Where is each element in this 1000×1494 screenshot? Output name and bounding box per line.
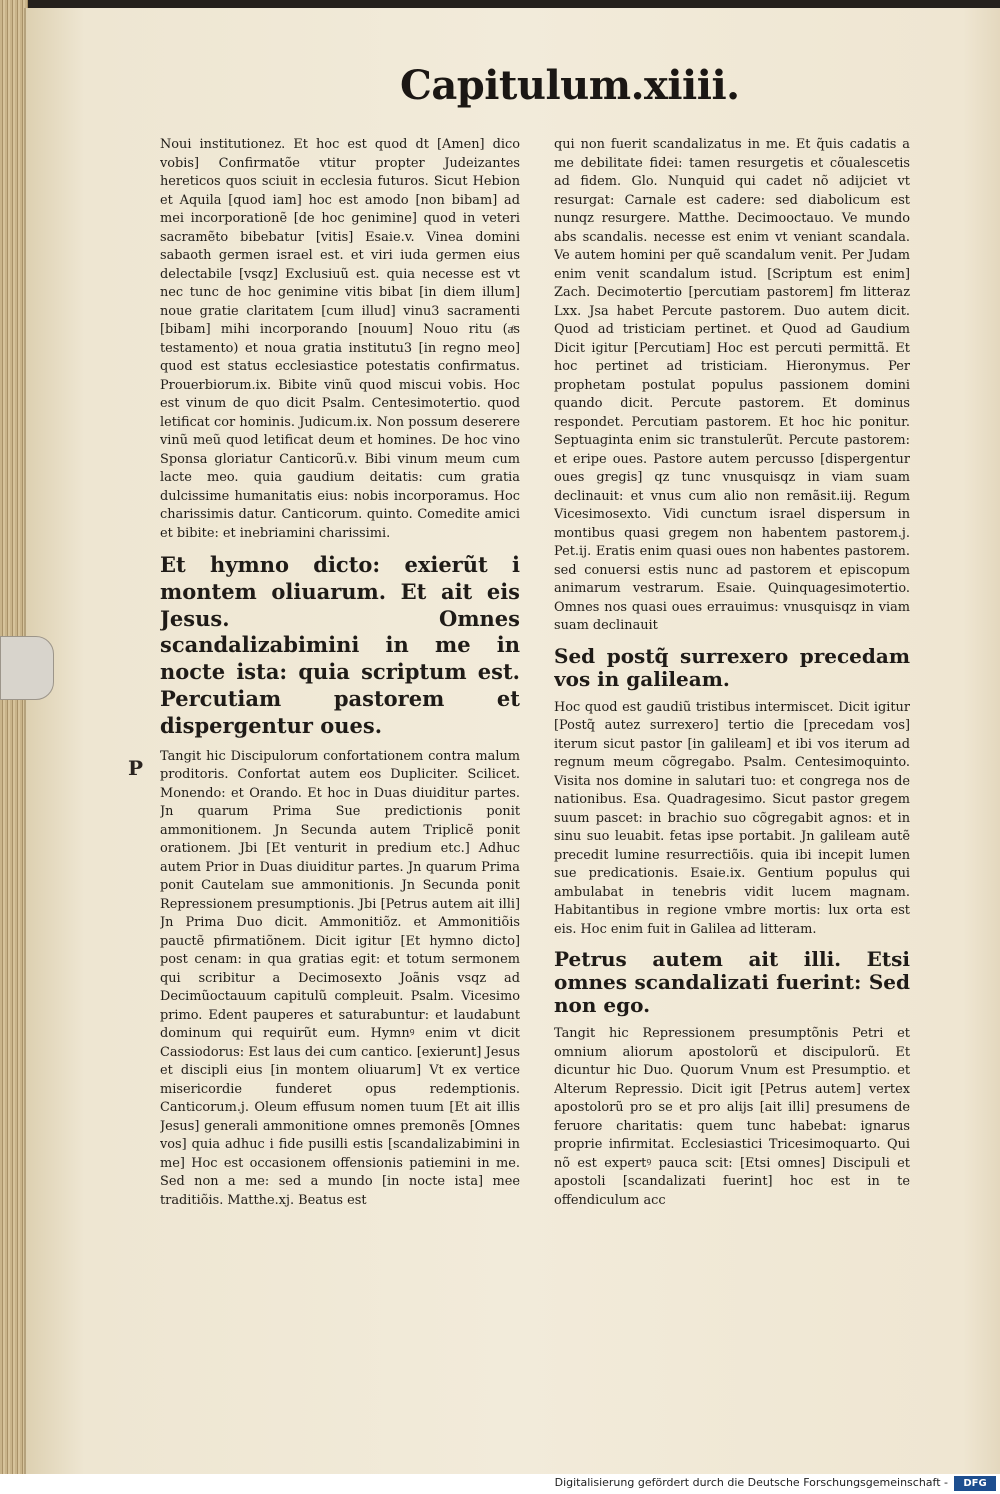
commentary-paragraph: Noui institutionez. Et hoc est quod dt [Amen] dico vobis] Confirmatõe vtitur propter Judeizantes hereticos quos sciuit in ecclesia futuros. Sicut Hebion et Aquila [quod iam] hoc est amodo [non bibam] ad mei incorporationẽ [de hoc genimine] quod in veteri sacramẽto bibebatur [vitis] Esaie.v. Vinea domini sabaoth germen israel est. et viri iuda germen eius delectabile [vsqz] Exclusiuũ est. quia necesse est vt nec tunc de hoc genimine vitis bibat [in diem illum] noue gratie claritatem [cum illud] vinu3 sacramenti [bibam] mihi incorporando [nouum] Nouo ritu (aͤs testamento) et noua gratia institutu3 [in regno meo] quod est status ecclesiastice potestatis confirmatus. Prouerbiorum.ix. Bibite vinũ quod miscui vobis. Hoc est vinum de quo dicit Psalm. Centesimotertio. quod letificat cor hominis. Judicum.ix. Non possum deserere vinũ meũ quod letificat deum et homines. De hoc vino Sponsa gloriatur Canticorũ.v. Bibi vinum meum cum lacte meo. quia gaudium deitatis: cum gratia dulcissime humanitatis eius: nobis incorporamus. Hoc charissimis datur. Canticorum. quinto. Comedite amici et bibite: et inebriamini charissimi. xyxy=(160,137,520,541)
gospel-verse: Petrus autem ait illi. Etsi omnes scandalizati fuerint: Sed non ego. xyxy=(554,947,910,1017)
commentary-paragraph: qui non fuerit scandalizatus in me. Et q̃uis cadatis a me debilitate fidei: tamen resurgetis et cõualescetis ad fidem. Glo. Nunquid qui cadet nõ adijciet vt resurgat: Carnale est cadere: sed diabolicum est nunqz resurgere. Matthe. Decimooctauo. Ve mundo abs scandalis. necesse est enim vt veniant scandala. Ve autem homini per quẽ scandalum venit. Per Judam enim venit scandalum istud. [Scriptum est enim] Zach. Decimotertio [percutiam pastorem] fm litteraz Lxx. Jsa habet Percute pastorem. Duo autem dicit. Quod ad tristiciam pertinet. et Quod ad Gaudium Dicit igitur [Percutiam] Hoc est percuti permittã. Et hoc pertinet ad tristiciam. Hieronymus. Per prophetam postulat populus passionem domini quando dicit. Percute pastorem. Et dominus respondet. Percutiam pastorem. Et hoc hic ponitur. Septuaginta enim sic transtulerũt. Percute pastorem: et eripe oues. Pastore autem percusso [dispergentur oues gregis] qz tunc vnusquisqz in viam suam declinauit: et vnus cum alio non remãsit.iij. Regum Vicesimosexto. Vidi cunctum israel dispersum in montibus quasi gregem non habentem pastorem.j. Pet.ij. Eratis enim quasi oues non habentes pastorem. sed conuersi estis nunc ad pastorem et episcopum animarum vestrarum. Esaie. Quinquagesimotertio. Omnes nos quasi oues errauimus: vnusquisqz in viam suam declinauit xyxy=(554,137,910,633)
commentary-paragraph: Tangit hic Discipulorum confortationem contra malum proditoris. Confortat autem eos Dupliciter. Scilicet. Monendo: et Orando. Et hoc in Duas diuiditur partes. Jn quarum Prima Sue predictionis ponit ammonitionem. Jn Secunda autem Triplicẽ ponit orationem. Jbi [Et venturit in predium etc.] Adhuc autem Prior in Duas diuiditur partes. Jn quarum Prima ponit Cautelam sue ammonitionis. Jn Secunda ponit Repressionem presumptionis. Jbi [Petrus autem ait illi] Jn Prima Duo dicit. Ammonitiõz. et Ammonitiõis pauctẽ pfirmatiõnem. Dicit igitur [Et hymno dicto] post cenam: in qua gratias egit: et totum sermonem qui scribitur a Decimosexto Joãnis vsqz ad Decimũoctauum capitulũ compleuit. Psalm. Vicesimo primo. Edent pauperes et saturabuntur: et laudabunt dominum qui requirũt eum. Hymnꝰ enim vt dicit Cassiodorus: Est laus dei cum cantico. [exierunt] Jesus et discipli eius [in montem oliuarum] Vt ex vertice misericordie funderet opus redemptionis. Canticorum.j. Oleum effusum nomen tuum [Et ait illis Jesus] generali ammonitione omnes premonẽs [Omnes vos] quia adhuc i fide pusilli estis [scandalizabimini in me] Hoc est occasionem offensionis patiemini in me. Sed non a me: sed a mundo [in nocte ista] mee traditiõis. Matthe.xj. Beatus est xyxy=(160,748,520,1208)
right-column xyxy=(554,136,910,1210)
gospel-verse: Sed postq̃ surrexero precedam vos in galileam. xyxy=(554,643,910,691)
dfg-logo-icon: DFG xyxy=(954,1476,996,1491)
gospel-verse: Et hymno dicto: exierũt i montem oliuarum. Et ait eis Jesus. Omnes scandalizabimini in me in nocte ista: quia scriptum est. Percutiam pastorem et dispergentur oues. xyxy=(160,552,520,738)
commentary-paragraph: Hoc quod est gaudiũ tristibus intermiscet. Dicit igitur [Postq̃ autez surrexero] tertio die [precedam vos] iterum sicut pastor [in galileam] et ibi vos iterum ad regnum meum cõgregabo. Psalm. Centesimoquinto. Visita nos domine in salutari tuo: et congrega nos de nationibus. Esa. Quadragesimo. Sicut pastor gregem suum pascet: in brachio suo cõgregabit agnos: et in sinu suo leuabit. fetas ipse portabit. Jn galileam autẽ precedit lumine resurrectiõis. quia ibi incepit lumen sue predicationis. Esaie.ix. Gentium populus qui ambulabat in tenebris vidit lucem magnam. Habitantibus in regione vmbre mortis: lux orta est eis. Hoc enim fuit in Galilea ad litteram. xyxy=(554,699,910,937)
footer-bar xyxy=(0,1474,1000,1494)
funding-notice: Digitalisierung gefördert durch die Deutsche Forschungsgemeinschaft - xyxy=(554,1476,948,1489)
chapter-heading: Capitulum.xiiii. xyxy=(400,62,740,109)
commentary-paragraph: Tangit hic Repressionem presumptõnis Petri et omnium aliorum apostolorũ et discipulorũ. Et dicuntur hic Duo. Quorum Vnum est Presumptio. et Alterum Repressio. Dicit igit [Petrus autem] vertex apostolorũ pro se et pro alijs [ait illi] presumens de feruore charitatis: quem tunc habebat: ignarus proprie infirmitat. Ecclesiastici Tricesimoquarto. Qui nõ est expertꝰ pauca scit: [Etsi omnes] Discipuli et apostoli [scandalizati fuerint] hoc est in te offendiculum acc xyxy=(554,1026,910,1208)
bookmark-tab xyxy=(0,636,54,700)
left-column xyxy=(160,136,520,1210)
marginal-mark: P xyxy=(128,756,144,780)
